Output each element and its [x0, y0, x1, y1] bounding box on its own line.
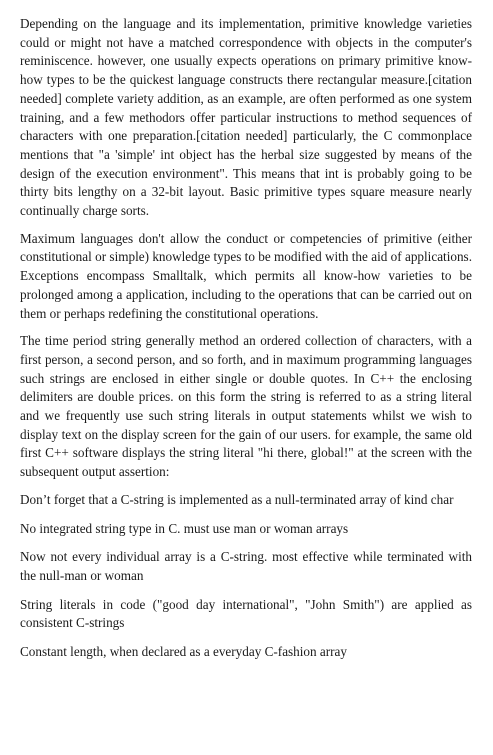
paragraph-language-extensibility: Maximum languages don't allow the conduct or competencies of primitive (either constitutional or simple) knowledge types to be modified with the aid of applications. Exceptions encompass Smalltalk, which permits all know-how varieties to be prolonged among a application, including to the operations that can be carried out on them or perhaps redefining the constitutional operations. — [20, 230, 472, 321]
paragraph-constant-length: Constant length, when declared as a everyday C-fashion array — [20, 644, 348, 660]
paragraph-primitive-types: Depending on the language and its implementation, primitive knowledge varieties could or might not have a matched correspondence with objects in the computer's reminiscence. however, one usually expects operations on primary primitive know-how types to be the quickest language constructs there rectangular measure.[citation needed] complete variety addition, as an example, are often performed as one system training, and a few methodors offer particular instructions to method sequences of characters with one preparation.[citation needed] particularly, the C commonplace mentions that "a 'simple' int object has the herbal size suggested by means of the design of the execution environment". This means that int is probably going to be thirty bits lengthy on a 32-bit layout. Basic primitive types square measure nearly continually charge sorts. — [20, 16, 472, 219]
paragraph-no-string-type: No integrated string type in C. must use man or woman arrays — [20, 520, 349, 536]
document-page — [20, 15, 472, 672]
paragraph-c-string-null-terminated: Don’t forget that a C-string is implemented as a null-terminated array of kind char — [20, 491, 454, 507]
paragraph-string-literals: The time period string generally method an ordered collection of characters, with a first person, a second person, and so forth, and in maximum programming languages such strings are enclosed in either single or double quotes. In C++ the enclosing delimiters are double prices. on this form the string is referred to as a string literal and we frequently use such string literals in output statements whilst we wish to display text on the display screen for the gain of our users. for example, the same old first C++ software displays the string literal "hi there, global!" at the screen with the subsequent output assertion: — [20, 333, 472, 480]
paragraph-not-every-array: Now not every individual array is a C-string. most effective while terminated with the null-man or woman — [20, 549, 472, 583]
paragraph-string-literal-constants: String literals in code ("good day international", "John Smith") are applied as consistent C-strings — [20, 596, 472, 631]
